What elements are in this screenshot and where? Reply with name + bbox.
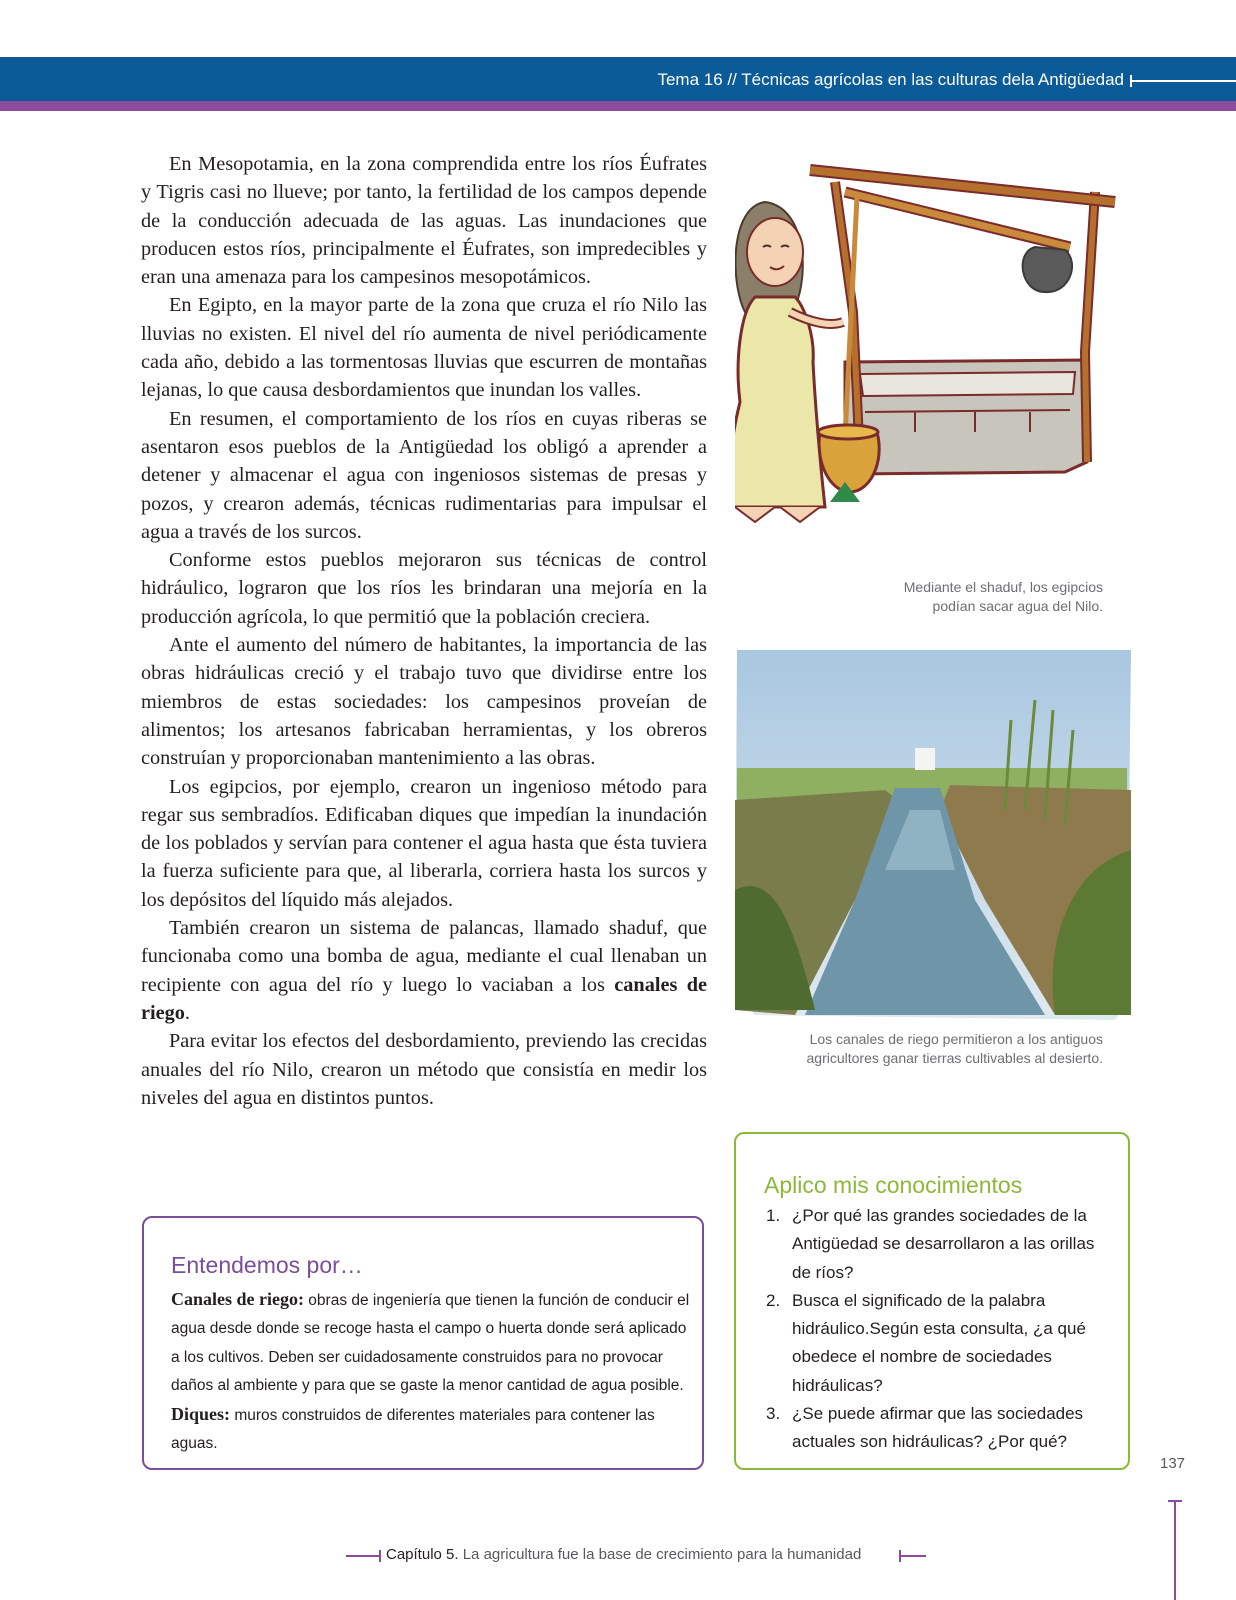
bold-term: canales de riego (141, 973, 707, 1024)
glossary-entry (171, 1400, 691, 1459)
glossary-definitions (171, 1285, 691, 1459)
header-rule (1130, 80, 1236, 82)
body-paragraph: En Mesopotamia, en la zona comprendida entre los ríos Éufrates y Tigris casi no llueve; por tanto, la fertilidad de los campos depende de la conducción adecuada de las aguas. Las inundaciones que producen estos ríos, principalmente el Éufrates, son impredecibles y eran una amenaza para los campesinos mesopotámicos. (141, 153, 707, 289)
glossary-definition: muros construidos de diferentes materiales para contener las aguas. (171, 1407, 655, 1453)
text-run: . (184, 1001, 190, 1024)
glossary-term: Diques: (171, 1404, 231, 1425)
glossary-entry (171, 1285, 691, 1400)
body-paragraph: Ante el aumento del número de habitantes, la importancia de las obras hidráulicas creció y el trabajo tuvo que dividirse entre los miembros de estas sociedades: los campesinos proveían de alimentos; los artesanos fabricaban herramientas, y los obreros construían y proporcionaban mantenimiento a las obras. (141, 634, 707, 770)
footer-text (386, 1546, 861, 1563)
shaduf-illustration (735, 162, 1135, 574)
activity-item (736, 1287, 1116, 1400)
header-stripe (0, 101, 1236, 111)
activity-title: Aplico mis conocimientos (764, 1172, 1023, 1198)
activity-list (736, 1202, 1116, 1457)
glossary-definition: obras de ingeniería que tienen la función de conducir el agua desde donde se recoge hasta el campo o huerta donde será aplicado a los cultivos. Deben ser cuidadosamente construidos para no provocar daños al ambiente y para que se gaste la menor cantidad de agua posible. (171, 1292, 690, 1394)
caption-line: Mediante el shaduf, los egipcios (903, 579, 1103, 595)
activity-box (734, 1132, 1130, 1470)
body-paragraph-shaduf (141, 914, 707, 1027)
main-body-text (141, 150, 707, 1112)
footer-rule-left (346, 1555, 380, 1557)
body-paragraph: Los egipcios, por ejemplo, crearon un ingenioso método para regar sus sembradíos. Edificaban diques que impedían la inundación de los poblados y servían para contener el agua hasta que ésta tuviera la fuerza suficiente para que, al liberarla, corriera hasta los surcos y los depósitos del líquido más alejados. (141, 775, 707, 911)
text-run: También crearon un sistema de palancas, llamado shaduf, que funcionaba como una bomba de agua, mediante el cual llenaban un recipiente con agua del río y luego lo vaciaban a los (141, 917, 707, 996)
activity-item (736, 1202, 1116, 1287)
glossary-term: Canales de riego: (171, 1289, 304, 1309)
canal-caption (760, 1030, 1103, 1068)
side-rule (1174, 1500, 1176, 1600)
caption-line: podían sacar agua del Nilo. (932, 598, 1103, 614)
body-paragraph: En resumen, el comportamiento de los ríos en cuyas riberas se asentaron esos pueblos de la Antigüedad los obligó a aprender a detener y almacenar el agua con ingeniosos sistemas de presas y pozos, y crearon además, técnicas rudimentarias para impulsar el agua a través de los surcos. (141, 407, 707, 543)
glossary-title: Entendemos por… (171, 1252, 363, 1278)
activity-item (736, 1400, 1116, 1457)
running-header-title: Tema 16 // Técnicas agrícolas en las culturas dela Antigüedad (657, 70, 1124, 89)
caption-line: Los canales de riego permitieron a los antiguos (809, 1031, 1103, 1047)
body-paragraph: En Egipto, en la mayor parte de la zona que cruza el río Nilo las lluvias no existen. El nivel del río aumenta de nivel periódicamente cada año, debido a las tormentosas lluvias que escurren de montañas lejanas, lo que causa desbordamientos que inundan los valles. (141, 294, 707, 402)
footer-title: La agricultura fue la base de crecimiento para la humanidad (458, 1546, 862, 1563)
item-number: 2. (766, 1290, 781, 1310)
item-text: Busca el significado de la palabra hidráulico.Según esta consulta, ¿a qué obedece el nombre de sociedades hidráulicas? (792, 1290, 1086, 1395)
page-number: 137 (1160, 1455, 1186, 1472)
item-text: ¿Por qué las grandes sociedades de la Antigüedad se desarrollaron a las orillas de ríos? (792, 1206, 1095, 1282)
footer (346, 1544, 926, 1568)
item-number: 3. (766, 1404, 781, 1424)
irrigation-canal-photo (735, 650, 1131, 1020)
footer-tick-left (379, 1550, 381, 1562)
shaduf-caption (830, 578, 1103, 616)
glossary-box (142, 1216, 704, 1470)
item-number: 1. (766, 1206, 781, 1225)
caption-line: agricultores ganar tierras cultivables al desierto. (806, 1050, 1103, 1066)
body-paragraph: Conforme estos pueblos mejoraron sus técnicas de control hidráulico, lograron que los ríos les brindaran una mejoría en la producción agrícola, lo que permitió que la población creciera. (141, 549, 707, 628)
item-text: ¿Se puede afirmar que las sociedades actuales son hidráulicas? ¿Por qué? (792, 1404, 1084, 1452)
footer-chapter: Capítulo 5. (386, 1546, 459, 1563)
body-paragraph: Para evitar los efectos del desbordamiento, previendo las crecidas anuales del río Nilo, crearon un método que consistía en medir los niveles del agua en distintos puntos. (141, 1030, 707, 1109)
footer-rule-right (899, 1555, 926, 1557)
